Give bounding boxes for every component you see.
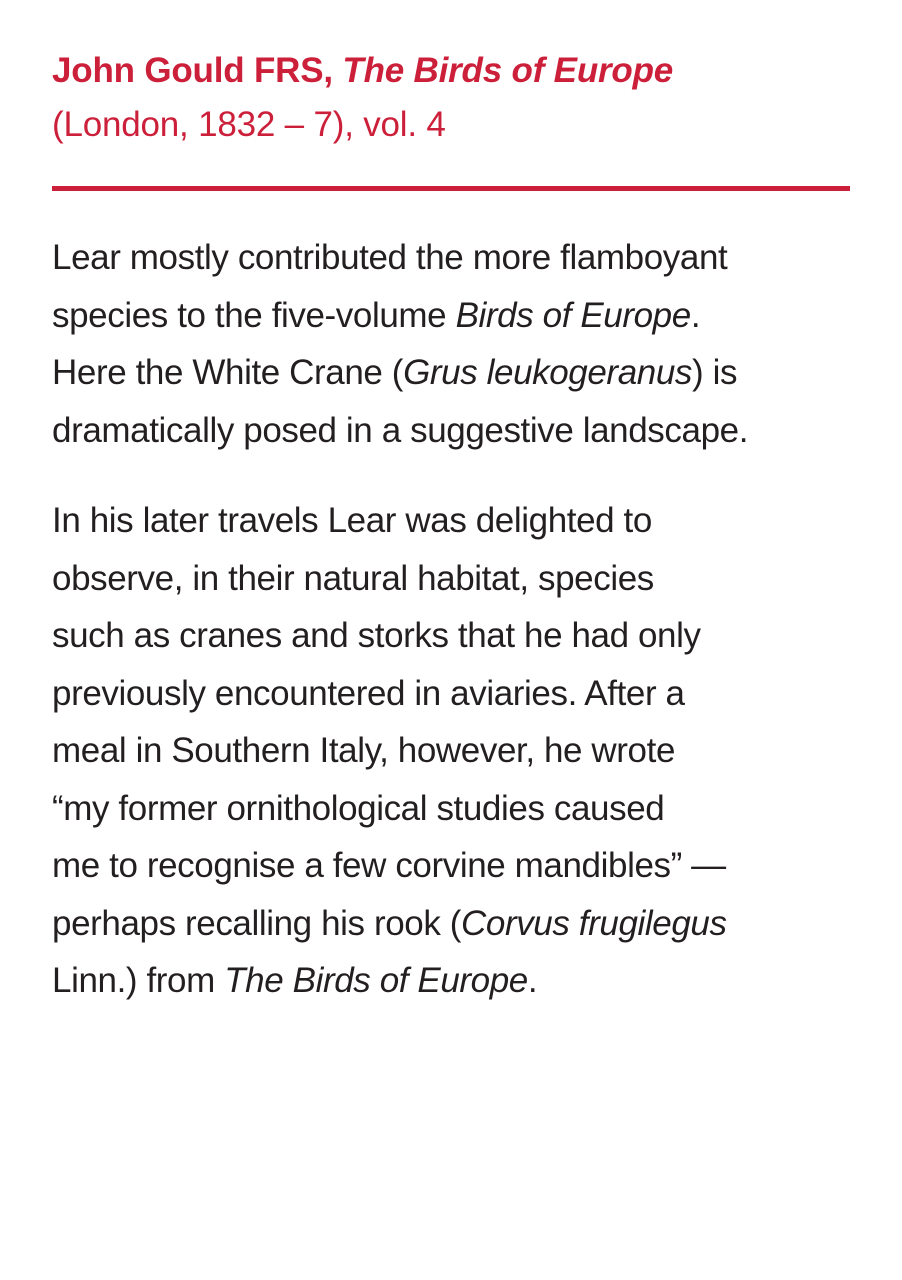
description-paragraph-2 xyxy=(52,492,852,1010)
description-paragraph-1 xyxy=(52,229,852,459)
text-run: Linn.) from xyxy=(52,961,225,1000)
text-line: Lear mostly contributed the more flamboyant xyxy=(52,238,728,277)
museum-label xyxy=(52,44,852,1010)
text-line: “my former ornithological studies caused xyxy=(52,788,665,828)
text-run: . xyxy=(527,961,538,1000)
text-line: me to recognise a few corvine mandibles” — xyxy=(52,846,726,885)
italic-title: The Birds of Europe xyxy=(224,961,528,1000)
heading-work-title: The Birds of Europe xyxy=(342,51,674,90)
italic-title: Birds of Europe xyxy=(455,295,691,335)
species-name: Grus leukogeranus xyxy=(403,353,692,392)
text-line: observe, in their natural habitat, species xyxy=(52,558,654,598)
text-run: . xyxy=(690,295,701,335)
text-line xyxy=(52,895,852,953)
heading-divider xyxy=(52,186,850,191)
species-name: Corvus frugilegus xyxy=(461,903,727,943)
text-line xyxy=(52,344,852,402)
label-heading xyxy=(52,44,852,152)
heading-author: John Gould FRS, xyxy=(52,51,343,90)
text-line: previously encountered in aviaries. After a xyxy=(52,673,685,713)
text-run: species to the five-volume xyxy=(52,295,456,335)
text-line: such as cranes and storks that he had only xyxy=(52,616,701,655)
text-run: ) is xyxy=(692,353,738,392)
text-line: dramatically posed in a suggestive landscape. xyxy=(52,410,749,450)
text-line: meal in Southern Italy, however, he wrote xyxy=(52,731,676,770)
text-line xyxy=(52,952,852,1010)
text-run: perhaps recalling his rook ( xyxy=(52,903,462,943)
heading-publication: (London, 1832 – 7), vol. 4 xyxy=(52,105,446,144)
text-line xyxy=(52,287,852,345)
text-line: In his later travels Lear was delighted to xyxy=(52,501,652,540)
text-run: Here the White Crane ( xyxy=(52,353,404,392)
heading-author-work xyxy=(52,44,852,98)
